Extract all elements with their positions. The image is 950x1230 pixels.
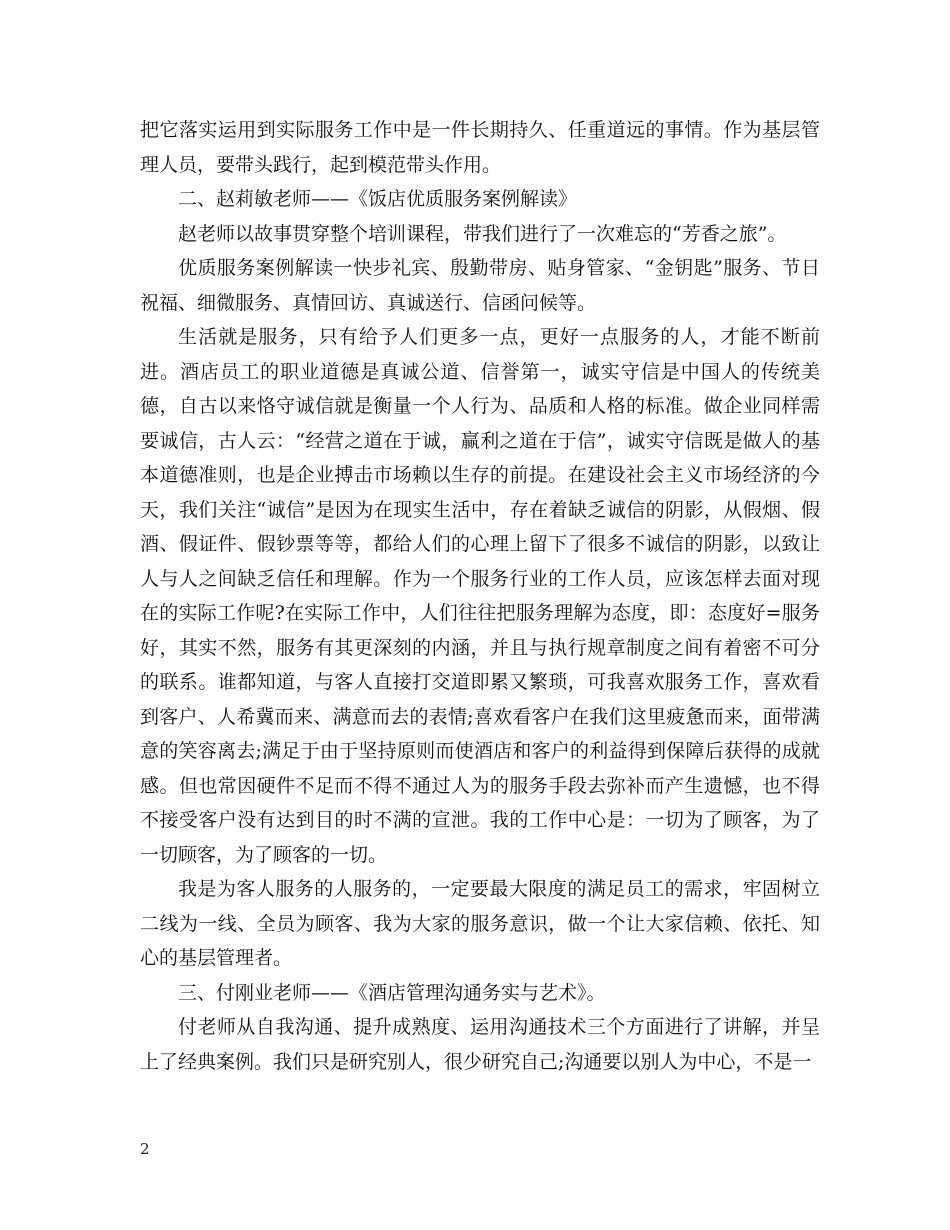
paragraph-4: 优质服务案例解读一快步礼宾、殷勤带房、贴身管家、“金钥匙”服务、节日祝福、细微服务、真情回访、真诚送行、信函问候等。 [140,257,820,314]
page-number: 2 [140,1140,150,1158]
paragraph-1: 把它落实运用到实际服务工作中是一件长期持久、任重道远的事情。作为基层管理人员，要带头践行，起到模范带头作用。 [140,119,820,176]
section-heading-2: 二、赵莉敏老师——《饭店优质服务案例解读》 [178,188,578,210]
paragraph-6: 我是为客人服务的人服务的，一定要最大限度的满足员工的需求，牢固树立二线为一线、全员为顾客、我为大家的服务意识，做一个让大家信赖、依托、知心的基层管理者。 [140,878,820,969]
section-heading-3: 三、付刚业老师——《酒店管理沟通务实与艺术》。 [178,981,606,1004]
paragraph-5: 生活就是服务，只有给予人们更多一点，更好一点服务的人，才能不断前进。酒店员工的职业道德是真诚公道、信誉第一，诚实守信是中国人的传统美德，自古以来恪守诚信就是衡量一个人行为、品质和人格的标准。做企业同样需要诚信，古人云：“经营之道在于诚，赢利之道在于信”，诚实守信既是做人的基本道德准则，也是企业搏击市场赖以生存的前提。在建设社会主义市场经济的今天，我们关注“诚信”是因为在现实生活中，存在着缺乏诚信的阴影，从假烟、假酒、假证件、假钞票等等，都给人们的心理上留下了很多不诚信的阴影，以致让人与人之间缺乏信任和理解。作为一个服务行业的工作人员，应该怎样去面对现在的实际工作呢?在实际工作中，人们往往把服务理解为态度，即：态度好=服务好，其实不然，服务有其更深刻的内涵，并且与执行规章制度之间有着密不可分的联系。谁都知道，与客人直接打交道即累又繁琐，可我喜欢服务工作，喜欢看到客户、人希冀而来、满意而去的表情;喜欢看客户在我们这里疲惫而来，面带满意的笑容离去;满足于由于坚持原则而使酒店和客户的利益得到保障后获得的成就感。但也常因硬件不足而不得不通过人为的服务手段去弥补而产生遗憾，也不得不接受客户没有达到目的时不满的宣泄。我的工作中心是：一切为了顾客，为了一切顾客，为了顾客的一切。 [140,326,820,866]
document-body [140,113,820,1079]
paragraph-3: 赵老师以故事贯穿整个培训课程，带我们进行了一次难忘的“芳香之旅”。 [178,222,787,245]
paragraph-8: 付老师从自我沟通、提升成熟度、运用沟通技术三个方面进行了讲解，并呈上了经典案例。我们只是研究别人，很少研究自己;沟通要以别人为中心，不是一 [140,1016,820,1073]
